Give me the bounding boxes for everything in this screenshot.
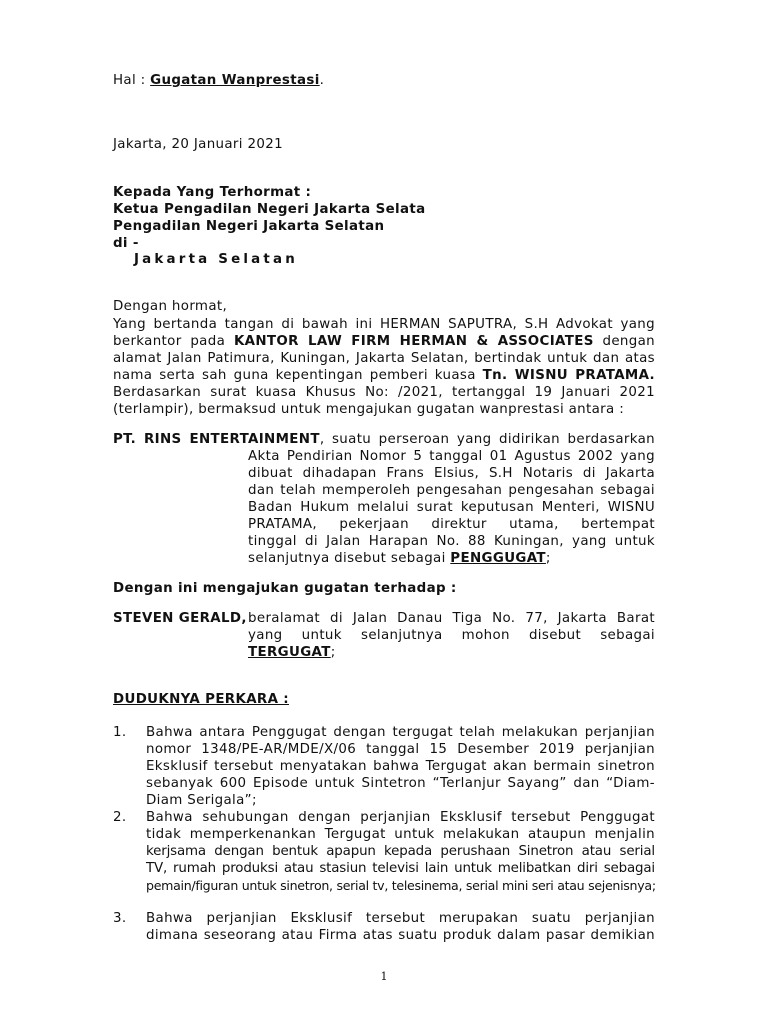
recipient-city: Jakarta Selatan <box>134 252 298 267</box>
item-3-line-1: Bahwa perjanjian Eksklusif tersebut merupakan suatu perjanjian <box>146 911 655 926</box>
penggugat-line-5: Badan Hukum melalui surat keputusan Menteri, WISNU <box>248 500 655 515</box>
item-2-line-5: pemain/figuran untuk sinetron, serial tv, telesinema, serial mini seri atau sejenisnya; <box>146 878 656 893</box>
greeting: Dengan hormat, <box>113 299 228 314</box>
opening-line-6: Berdasarkan surat kuasa Khusus No: /2021, tertanggal 19 Januari 2021 <box>113 385 655 400</box>
tergugat-line-2: yang untuk selanjutnya mohon disebut sebagai <box>248 628 655 643</box>
subject-text: Gugatan Wanprestasi <box>150 73 320 88</box>
client-name: Tn. WISNU PRATAMA. <box>482 368 655 383</box>
subject-suffix: . <box>319 73 325 88</box>
item-1-line-1: Bahwa antara Penggugat dengan tergugat telah melakukan perjanjian <box>146 725 655 740</box>
opening-line-2: Yang bertanda tangan di bawah ini HERMAN SAPUTRA, S.H Advokat yang <box>113 317 655 332</box>
law-firm-name: KANTOR LAW FIRM HERMAN & ASSOCIATES <box>233 334 594 349</box>
opening-text: berkantor pada <box>113 334 234 349</box>
item-2-line-1: Bahwa sehubungan dengan perjanjian Eksklusif tersebut Penggugat <box>146 810 655 825</box>
item-1-line-5: Diam Serigala”; <box>146 793 257 808</box>
item-number: 3. <box>113 911 127 926</box>
opening-line-4: alamat Jalan Patimura, Kuningan, Jakarta Selatan, bertindak untuk dan atas <box>113 351 655 366</box>
item-1-line-4: sebanyak 600 Episode untuk Sintetron “Terlanjur Sayang” dan “Diam- <box>146 776 655 791</box>
recipient-line-3: Pengadilan Negeri Jakarta Selatan <box>113 219 385 234</box>
penggugat-text: , suatu perseroan yang didirikan berdasarkan <box>319 432 655 447</box>
recipient-line-1: Kepada Yang Terhormat : <box>113 185 312 200</box>
penggugat-text: selanjutnya disebut sebagai <box>248 551 451 566</box>
opening-line-7: (terlampir), bermaksud untuk mengajukan gugatan wanprestasi antara : <box>113 402 625 417</box>
tergugat-line-3 <box>248 644 336 662</box>
penggugat-line-8 <box>248 550 551 568</box>
item-2-line-4: TV, rumah produksi atau stasiun televisi lain untuk melibatkan diri sebagai <box>146 861 655 876</box>
recipient-line-2: Ketua Pengadilan Negeri Jakarta Selata <box>113 202 426 217</box>
subject-prefix: Hal : <box>113 73 151 88</box>
item-3-line-2: dimana seseorang atau Firma atas suatu produk dalam pasar demikian <box>146 928 655 943</box>
item-1-line-2: nomor 1348/PE-AR/MDE/X/06 tanggal 15 Desember 2019 perjanjian <box>146 742 655 757</box>
letter-date: Jakarta, 20 Januari 2021 <box>113 137 283 152</box>
penggugat-label: PENGGUGAT <box>450 551 546 566</box>
subject-line <box>113 72 324 90</box>
opening-text: nama serta sah guna kepentingan pemberi kuasa <box>113 368 483 383</box>
penggugat-line-7: tinggal di Jalan Harapan No. 88 Kuningan, yang untuk <box>248 534 655 549</box>
item-number: 1. <box>113 725 127 740</box>
tergugat-text: ; <box>330 645 336 660</box>
penggugat-line-4: dan telah memperoleh pengesahan pengesahan sebagai <box>248 483 655 498</box>
penggugat-text: ; <box>545 551 551 566</box>
item-1-line-3: Eksklusif tersebut menyatakan bahwa Tergugat akan bermain sinetron <box>146 759 655 774</box>
item-2-line-2: tidak memperkenankan Tergugat untuk melakukan ataupun menjalin <box>146 827 655 842</box>
tergugat-line-1: beralamat di Jalan Danau Tiga No. 77, Jakarta Barat <box>248 611 655 626</box>
duduk-perkara-heading: DUDUKNYA PERKARA : <box>113 692 290 707</box>
opening-line-3 <box>113 333 655 351</box>
penggugat-line-1 <box>113 431 655 449</box>
mengajukan-heading: Dengan ini mengajukan gugatan terhadap : <box>113 581 457 596</box>
tergugat-name: STEVEN GERALD, <box>113 611 247 626</box>
penggugat-line-6: PRATAMA, pekerjaan direktur utama, bertempat <box>248 517 655 532</box>
opening-line-5 <box>113 367 655 385</box>
page-number: 1 <box>380 970 388 983</box>
opening-text: dengan <box>593 334 656 349</box>
item-number: 2. <box>113 810 127 825</box>
item-2-line-3: kerjsama dengan bentuk apapun kepada perushaan Sinetron atau serial <box>146 844 655 859</box>
penggugat-line-3: dibuat dihadapan Frans Elsius, S.H Notaris di Jakarta <box>248 466 655 481</box>
penggugat-line-2: Akta Pendirian Nomor 5 tanggal 01 Agustus 2002 yang <box>248 449 655 464</box>
tergugat-label: TERGUGAT <box>248 645 331 660</box>
penggugat-name: PT. RINS ENTERTAINMENT <box>113 432 320 447</box>
recipient-line-4: di - <box>113 236 139 251</box>
